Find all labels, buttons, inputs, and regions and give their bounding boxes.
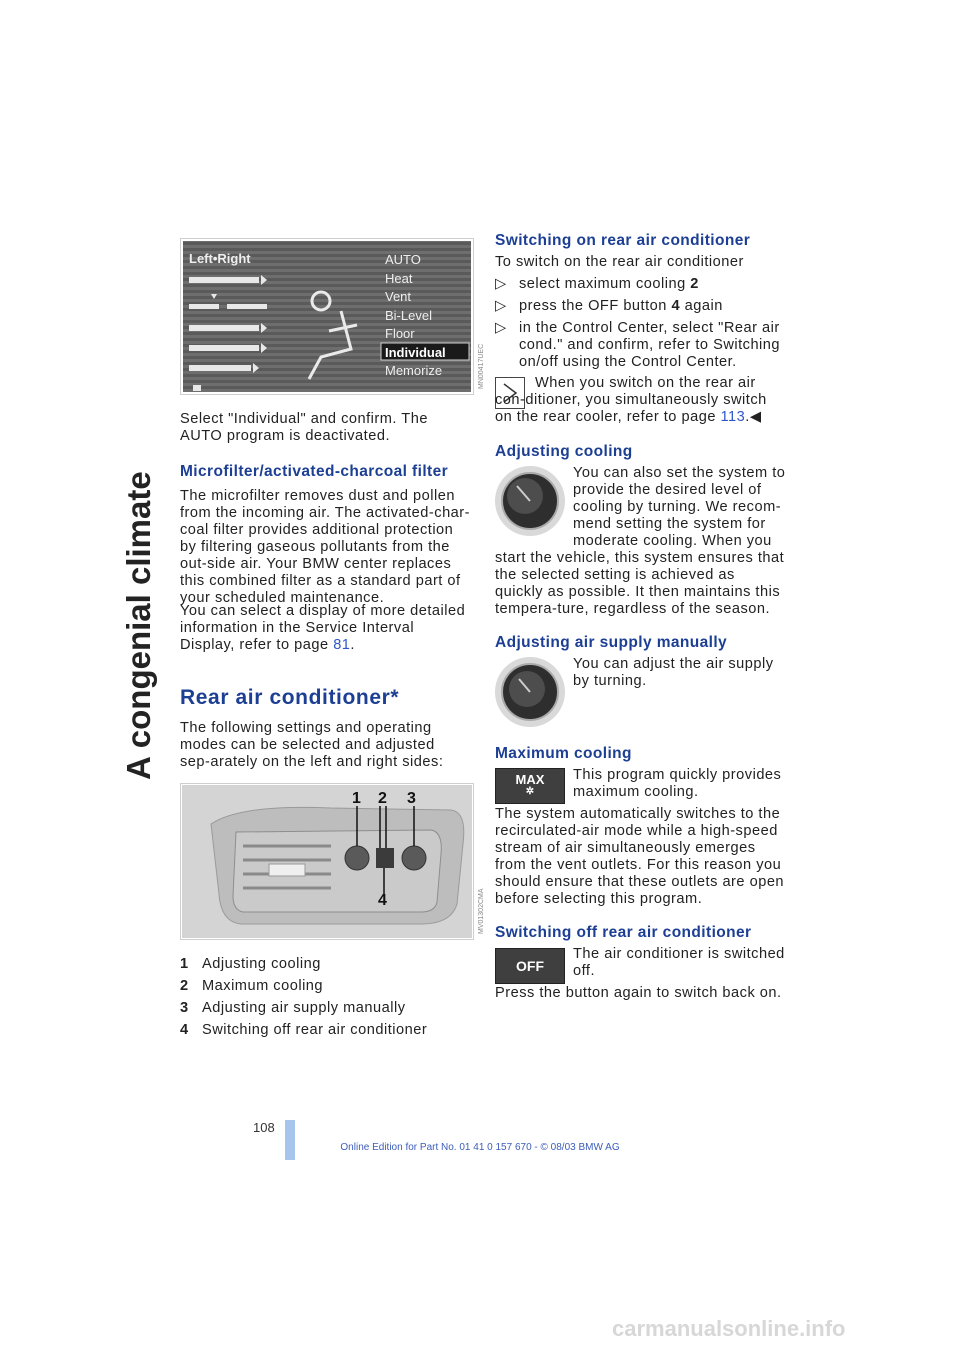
microfilter-paragraph: The microfilter removes dust and pollen from the incoming air. The activated-char-coal filter provides additional protection by filtering gaseous pollutants from the out-side air. Your BMW center replaces this combined filter as a standard part of your scheduled maintenance. — [180, 488, 471, 606]
page-bar — [285, 1120, 295, 1160]
bullet-arrow-icon: ▷ — [495, 320, 507, 336]
figure-code: MN00417UEC — [478, 343, 485, 389]
callout-3: 3 — [407, 790, 416, 807]
menu-item-bi-level: Bi-Level — [385, 307, 432, 323]
switch-on-intro: To switch on the rear air conditioner — [495, 254, 744, 270]
menu-item-memorize: Memorize — [385, 363, 443, 378]
switch-off-text-2: Press the button again to switch back on. — [495, 985, 782, 1001]
list-item: 4 Switching off rear air conditioner — [180, 1022, 428, 1038]
section-title-text: A congenial climate — [120, 471, 157, 780]
list-item: 2 Maximum cooling — [180, 978, 324, 994]
switch-on-heading: Switching on rear air conditioner — [495, 232, 751, 249]
rear-ac-heading: Rear air conditioner* — [180, 686, 400, 709]
cooling-text: You can also set the system to provide the desired level of cooling by turning. We recom-mend setting the system for moderate cooling. When you start the vehicle, this system ensures that the selected setting is achieved as quickly as possible. It then maintains this tempera-ture, regardless of the season. — [495, 465, 786, 617]
menu-item-heat: Heat — [385, 270, 413, 286]
air-supply-heading: Adjusting air supply manually — [495, 634, 728, 651]
rear-panel-illustration — [181, 784, 473, 939]
switch-off-heading: Switching off rear air conditioner — [495, 924, 752, 941]
rear-panel-figure — [180, 783, 485, 940]
menu-item-floor: Floor — [385, 326, 415, 341]
bullet-arrow-icon: ▷ — [495, 298, 507, 314]
max-cooling-heading: Maximum cooling — [495, 745, 632, 762]
rear-ac-intro: The following settings and operating modes can be selected and adjusted sep-arately on the left and right sides: — [180, 720, 444, 770]
off-button-label: OFF — [516, 958, 544, 974]
page-number: 108 — [253, 1120, 275, 1135]
max-cooling-text-2: The system automatically switches to the recirculated-air mode while a high-speed stream of air simultaneously emerges from the vent outlets. For this reason you should ensure that these outlets are open before selecting this program. — [495, 806, 785, 907]
callout-2: 2 — [378, 790, 387, 807]
max-cooling-text-1: This program quickly provides maximum cooling. — [573, 767, 782, 800]
menu-item-vent: Vent — [385, 289, 412, 304]
menu-item-individual: Individual — [385, 344, 446, 360]
off-button-image — [495, 948, 565, 984]
list-item: 1 Adjusting cooling — [180, 956, 321, 972]
list-item: 3 Adjusting air supply manually — [180, 1000, 406, 1016]
bullet-item: ▷ select maximum cooling 2 — [495, 276, 699, 292]
watermark: carmanualsonline.info — [612, 1316, 846, 1341]
legend-list — [180, 956, 470, 1044]
climate-display-figure — [180, 238, 485, 395]
fan-icon: ✲ — [525, 786, 535, 797]
menu-item-auto: AUTO — [385, 252, 421, 267]
bullet-item: ▷ in the Control Center, select "Rear air cond." and confirm, refer to Switching on/off using the Control Center. — [495, 320, 781, 370]
note-text: When you switch on the rear air con-ditioner, you simultaneously switch on the rear cooler, refer to page 113.◀ — [495, 375, 767, 425]
switch-off-text-1: The air conditioner is switched off. — [573, 946, 785, 979]
figure-code-2: MV01302CMA — [478, 888, 485, 934]
display-menu — [385, 251, 446, 381]
section-title — [112, 240, 162, 860]
microfilter-paragraph-2: You can select a display of more detailed information in the Service Interval Display, refer to page 81. — [180, 603, 466, 653]
bullet-item: ▷ press the OFF button 4 again — [495, 298, 723, 314]
air-supply-knob-image — [495, 657, 565, 727]
page-link-81[interactable]: 81 — [333, 637, 351, 653]
callout-1: 1 — [352, 790, 361, 807]
air-supply-text: You can adjust the air supply by turning. — [573, 656, 774, 689]
display-header: Left•Right — [189, 251, 251, 266]
max-button-label: MAX — [515, 772, 545, 787]
footer-text: Online Edition for Part No. 01 41 0 157 670 - © 08/03 BMW AG — [340, 1142, 620, 1153]
microfilter-heading: Microfilter/activated-charcoal filter — [180, 463, 449, 480]
max-button-image — [495, 768, 565, 804]
bullet-arrow-icon: ▷ — [495, 276, 507, 292]
intro-paragraph: Select "Individual" and confirm. The AUTO program is deactivated. — [180, 411, 428, 444]
page-link-113[interactable]: 113 — [720, 409, 746, 425]
switch-on-bullets — [495, 276, 787, 371]
callout-4: 4 — [378, 892, 387, 909]
cooling-heading: Adjusting cooling — [495, 443, 633, 460]
